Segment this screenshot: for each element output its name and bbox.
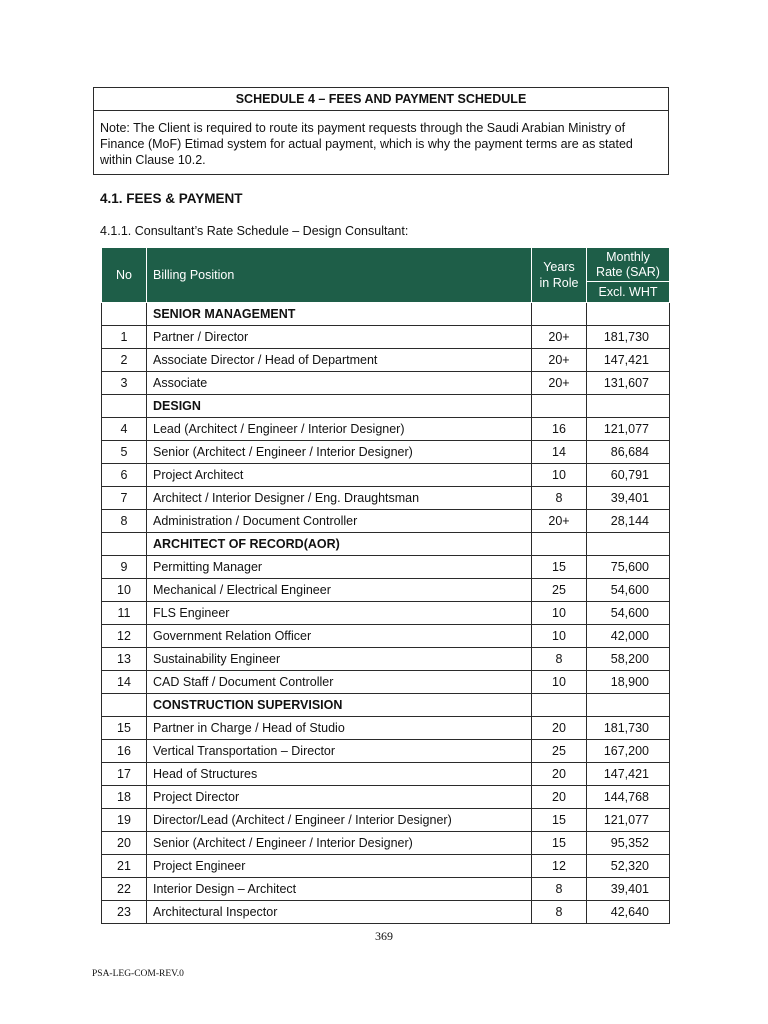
- cell-no: [102, 395, 147, 418]
- cell-billing-position: Sustainability Engineer: [147, 648, 532, 671]
- cell-no: 12: [102, 625, 147, 648]
- schedule-box: [93, 87, 669, 175]
- cell-monthly-rate: 42,000: [587, 625, 670, 648]
- cell-monthly-rate: 58,200: [587, 648, 670, 671]
- cell-years-in-role: 15: [532, 809, 587, 832]
- table-row: [102, 625, 670, 648]
- cell-monthly-rate: 121,077: [587, 418, 670, 441]
- cell-years-in-role: 25: [532, 579, 587, 602]
- cell-monthly-rate: 28,144: [587, 510, 670, 533]
- cell-billing-position: Project Director: [147, 786, 532, 809]
- cell-no: 14: [102, 671, 147, 694]
- cell-monthly-rate: 144,768: [587, 786, 670, 809]
- cell-no: 9: [102, 556, 147, 579]
- table-row: [102, 464, 670, 487]
- cell-no: 2: [102, 349, 147, 372]
- cell-billing-position: Associate Director / Head of Department: [147, 349, 532, 372]
- cell-monthly-rate: [587, 303, 670, 326]
- cell-monthly-rate: 147,421: [587, 763, 670, 786]
- table-row: [102, 372, 670, 395]
- cell-monthly-rate: 39,401: [587, 878, 670, 901]
- cell-years-in-role: 8: [532, 487, 587, 510]
- cell-no: 11: [102, 602, 147, 625]
- header-no: No: [102, 248, 147, 303]
- cell-years-in-role: 15: [532, 556, 587, 579]
- cell-years-in-role: 20: [532, 717, 587, 740]
- table-row: [102, 671, 670, 694]
- cell-years-in-role: 25: [532, 740, 587, 763]
- table-row: [102, 855, 670, 878]
- cell-billing-position: Architect / Interior Designer / Eng. Draughtsman: [147, 487, 532, 510]
- cell-no: 16: [102, 740, 147, 763]
- cell-no: [102, 533, 147, 556]
- cell-monthly-rate: 39,401: [587, 487, 670, 510]
- cell-monthly-rate: 181,730: [587, 717, 670, 740]
- header-billing-position: Billing Position: [147, 248, 532, 303]
- cell-years-in-role: 20+: [532, 510, 587, 533]
- cell-years-in-role: 20: [532, 786, 587, 809]
- cell-monthly-rate: 131,607: [587, 372, 670, 395]
- table-row: [102, 878, 670, 901]
- cell-no: 4: [102, 418, 147, 441]
- cell-monthly-rate: 86,684: [587, 441, 670, 464]
- cell-years-in-role: [532, 395, 587, 418]
- sub-heading: 4.1.1. Consultant’s Rate Schedule – Design Consultant:: [100, 224, 409, 238]
- cell-no: 20: [102, 832, 147, 855]
- cell-billing-position: Vertical Transportation – Director: [147, 740, 532, 763]
- cell-years-in-role: 20+: [532, 372, 587, 395]
- cell-billing-position: FLS Engineer: [147, 602, 532, 625]
- cell-no: 8: [102, 510, 147, 533]
- cell-years-in-role: 15: [532, 832, 587, 855]
- table-row: [102, 832, 670, 855]
- cell-no: 13: [102, 648, 147, 671]
- cell-billing-position: Associate: [147, 372, 532, 395]
- cell-billing-position: Head of Structures: [147, 763, 532, 786]
- table-row: [102, 717, 670, 740]
- cell-years-in-role: [532, 303, 587, 326]
- section-heading: 4.1. FEES & PAYMENT: [100, 191, 243, 206]
- cell-no: 22: [102, 878, 147, 901]
- cell-billing-position: Administration / Document Controller: [147, 510, 532, 533]
- header-monthly-rate: Monthly Rate (SAR): [587, 248, 670, 282]
- cell-monthly-rate: 95,352: [587, 832, 670, 855]
- table-row: [102, 648, 670, 671]
- cell-years-in-role: 8: [532, 901, 587, 924]
- table-header-row: [102, 248, 670, 282]
- table-row: [102, 763, 670, 786]
- cell-years-in-role: [532, 533, 587, 556]
- category-row: [102, 395, 670, 418]
- page-number: 369: [375, 929, 393, 943]
- cell-no: 19: [102, 809, 147, 832]
- header-years-in-role: Years in Role: [532, 248, 587, 303]
- table-row: [102, 326, 670, 349]
- table-row: [102, 901, 670, 924]
- document-code: PSA-LEG-COM-REV.0: [92, 969, 184, 979]
- schedule-title: SCHEDULE 4 – FEES AND PAYMENT SCHEDULE: [94, 88, 668, 111]
- cell-no: 3: [102, 372, 147, 395]
- cell-monthly-rate: 181,730: [587, 326, 670, 349]
- cell-years-in-role: 12: [532, 855, 587, 878]
- category-row: [102, 303, 670, 326]
- cell-billing-position: Senior (Architect / Engineer / Interior Designer): [147, 832, 532, 855]
- table-row: [102, 487, 670, 510]
- cell-monthly-rate: 52,320: [587, 855, 670, 878]
- cell-billing-position: CAD Staff / Document Controller: [147, 671, 532, 694]
- table-row: [102, 809, 670, 832]
- cell-no: 15: [102, 717, 147, 740]
- table-row: [102, 740, 670, 763]
- table-row: [102, 418, 670, 441]
- cell-no: 10: [102, 579, 147, 602]
- table-row: [102, 556, 670, 579]
- cell-billing-position: ARCHITECT OF RECORD(AOR): [147, 533, 532, 556]
- cell-billing-position: Project Architect: [147, 464, 532, 487]
- cell-billing-position: Architectural Inspector: [147, 901, 532, 924]
- cell-monthly-rate: 167,200: [587, 740, 670, 763]
- cell-years-in-role: 10: [532, 464, 587, 487]
- cell-monthly-rate: 60,791: [587, 464, 670, 487]
- cell-monthly-rate: 147,421: [587, 349, 670, 372]
- cell-years-in-role: 20+: [532, 349, 587, 372]
- cell-billing-position: Partner / Director: [147, 326, 532, 349]
- table-row: [102, 786, 670, 809]
- cell-monthly-rate: 75,600: [587, 556, 670, 579]
- cell-billing-position: Permitting Manager: [147, 556, 532, 579]
- cell-monthly-rate: 42,640: [587, 901, 670, 924]
- cell-billing-position: Government Relation Officer: [147, 625, 532, 648]
- cell-no: 7: [102, 487, 147, 510]
- cell-no: 23: [102, 901, 147, 924]
- cell-billing-position: Project Engineer: [147, 855, 532, 878]
- cell-years-in-role: 10: [532, 671, 587, 694]
- cell-years-in-role: 8: [532, 648, 587, 671]
- cell-monthly-rate: [587, 694, 670, 717]
- cell-no: 1: [102, 326, 147, 349]
- category-row: [102, 694, 670, 717]
- table-row: [102, 441, 670, 464]
- cell-years-in-role: 10: [532, 602, 587, 625]
- cell-billing-position: DESIGN: [147, 395, 532, 418]
- cell-years-in-role: 8: [532, 878, 587, 901]
- table-row: [102, 349, 670, 372]
- header-excl-wht: Excl. WHT: [587, 282, 670, 303]
- table-row: [102, 602, 670, 625]
- cell-no: [102, 694, 147, 717]
- cell-no: [102, 303, 147, 326]
- cell-years-in-role: [532, 694, 587, 717]
- cell-monthly-rate: 18,900: [587, 671, 670, 694]
- cell-monthly-rate: 54,600: [587, 579, 670, 602]
- cell-no: 5: [102, 441, 147, 464]
- cell-billing-position: Interior Design – Architect: [147, 878, 532, 901]
- cell-billing-position: Director/Lead (Architect / Engineer / Interior Designer): [147, 809, 532, 832]
- cell-years-in-role: 16: [532, 418, 587, 441]
- cell-no: 17: [102, 763, 147, 786]
- cell-billing-position: Partner in Charge / Head of Studio: [147, 717, 532, 740]
- schedule-note: Note: The Client is required to route its payment requests through the Saudi Arabian Ministry of Finance (MoF) Etimad system for actual payment, which is why the payment terms are as stated within Clause 10.2.: [100, 121, 633, 167]
- cell-monthly-rate: 121,077: [587, 809, 670, 832]
- cell-billing-position: Senior (Architect / Engineer / Interior Designer): [147, 441, 532, 464]
- table-body: [102, 303, 670, 924]
- cell-billing-position: CONSTRUCTION SUPERVISION: [147, 694, 532, 717]
- cell-years-in-role: 20+: [532, 326, 587, 349]
- cell-monthly-rate: 54,600: [587, 602, 670, 625]
- category-row: [102, 533, 670, 556]
- cell-billing-position: Lead (Architect / Engineer / Interior Designer): [147, 418, 532, 441]
- cell-years-in-role: 14: [532, 441, 587, 464]
- cell-billing-position: Mechanical / Electrical Engineer: [147, 579, 532, 602]
- table-row: [102, 510, 670, 533]
- cell-no: 21: [102, 855, 147, 878]
- cell-years-in-role: 20: [532, 763, 587, 786]
- table-row: [102, 579, 670, 602]
- rate-schedule-table: [101, 247, 670, 924]
- cell-no: 6: [102, 464, 147, 487]
- cell-years-in-role: 10: [532, 625, 587, 648]
- cell-monthly-rate: [587, 395, 670, 418]
- cell-billing-position: SENIOR MANAGEMENT: [147, 303, 532, 326]
- cell-monthly-rate: [587, 533, 670, 556]
- cell-no: 18: [102, 786, 147, 809]
